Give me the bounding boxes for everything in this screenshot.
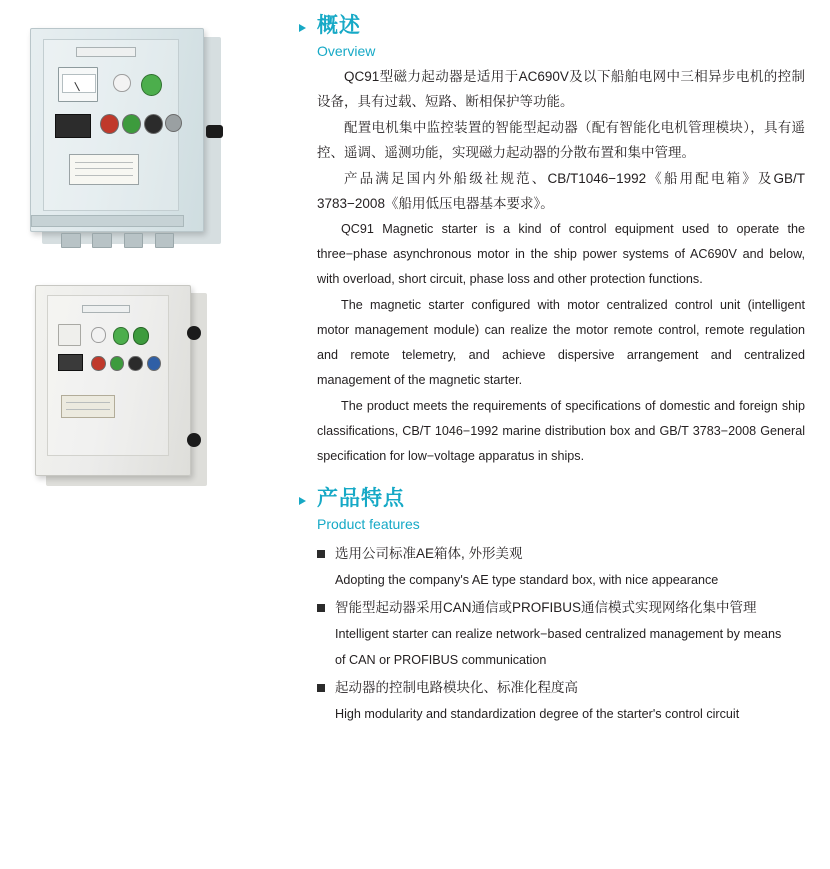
feature-list bbox=[295, 541, 815, 727]
square-bullet-icon bbox=[317, 550, 325, 558]
feature-label-cn: 起动器的控制电路模块化、标准化程度高 bbox=[335, 680, 578, 695]
section-features-title-cn: 产品特点 bbox=[317, 487, 405, 510]
door-lock-lower bbox=[187, 433, 201, 447]
feature-text-en: Intelligent starter can realize network−based centralized management by means of CAN or PROFIBUS communication bbox=[335, 627, 782, 667]
door-handle bbox=[206, 125, 224, 138]
section-overview-heading bbox=[295, 12, 815, 40]
section-features-heading bbox=[295, 485, 815, 513]
feature-text-cn bbox=[317, 541, 795, 567]
product-photo-upper bbox=[30, 28, 225, 248]
triangle-bullet-icon bbox=[299, 497, 306, 505]
square-bullet-icon bbox=[317, 604, 325, 612]
indicator-lamp-green-2 bbox=[113, 327, 129, 344]
feature-text-en: Adopting the company's AE type standard box, with nice appearance bbox=[335, 573, 719, 587]
control-module-2 bbox=[58, 354, 83, 371]
section-features-title-en: Product features bbox=[317, 516, 420, 532]
feature-item bbox=[317, 541, 795, 593]
overview-paragraph-cn: QC91型磁力起动器是适用于AC690V及以下船舶电网中三相异步电机的控制设备，具有过载、短路、断相保护等功能。 bbox=[317, 69, 805, 109]
control-module bbox=[55, 114, 91, 138]
section-overview bbox=[295, 12, 815, 469]
section-overview-title-en: Overview bbox=[317, 43, 376, 59]
indicator-lamp-green-3 bbox=[133, 327, 149, 344]
feature-label-cn: 选用公司标准AE箱体, 外形美观 bbox=[335, 546, 523, 561]
product-photo-lower bbox=[35, 285, 210, 490]
cable-gland-4 bbox=[155, 233, 175, 248]
ammeter bbox=[58, 67, 98, 101]
nameplate bbox=[69, 154, 140, 184]
cable-gland-2 bbox=[92, 233, 112, 248]
indicator-lamp-green-1 bbox=[141, 74, 162, 96]
feature-text-cn bbox=[317, 675, 795, 701]
cabinet-base bbox=[31, 215, 184, 227]
triangle-bullet-icon bbox=[299, 24, 306, 32]
feature-text-en: High modularity and standardization degree of the starter's control circuit bbox=[335, 707, 740, 721]
indicator-lamp-white-2 bbox=[91, 327, 105, 342]
top-label-strip bbox=[76, 47, 136, 57]
feature-item bbox=[317, 595, 795, 673]
ammeter-face bbox=[62, 74, 96, 93]
section-overview-title-cn: 概述 bbox=[317, 14, 361, 37]
display-module bbox=[58, 324, 82, 347]
cabinet-body-2 bbox=[35, 285, 191, 476]
pushbutton-blue-2 bbox=[147, 356, 161, 371]
cabinet-body bbox=[30, 28, 204, 232]
section-product-features bbox=[295, 485, 815, 727]
ammeter-needle bbox=[74, 82, 80, 91]
pushbutton-black-2 bbox=[128, 356, 142, 371]
pushbutton-grey bbox=[165, 114, 182, 132]
square-bullet-icon bbox=[317, 684, 325, 692]
feature-label-cn: 智能型起动器采用CAN通信或PROFIBUS通信模式实现网络化集中管理 bbox=[335, 600, 757, 615]
pushbutton-red-2 bbox=[91, 356, 105, 371]
cable-gland-1 bbox=[61, 233, 81, 248]
top-label-strip-2 bbox=[82, 305, 130, 314]
overview-paragraph-en: The product meets the requirements of specifications of domestic and foreign ship classifications, CB/T 1046−1992 marine distribution box and GB/T 3783−2008 General specification for low−voltage apparatus in ships. bbox=[317, 399, 805, 463]
indicator-lamp-white-1 bbox=[113, 74, 130, 92]
nameplate-2 bbox=[61, 395, 115, 418]
cable-gland-3 bbox=[124, 233, 144, 248]
pushbutton-green-2 bbox=[110, 356, 124, 371]
content-column bbox=[295, 0, 815, 729]
cabinet-door-2 bbox=[47, 295, 169, 455]
feature-text-cn bbox=[317, 595, 795, 621]
overview-paragraph-cn: 产品满足国内外船级社规范、CB/T1046−1992《船用配电箱》及GB/T 3783−2008《船用低压电器基本要求》。 bbox=[317, 171, 805, 211]
product-image-column bbox=[0, 0, 290, 869]
pushbutton-red bbox=[100, 114, 119, 134]
feature-item bbox=[317, 675, 795, 727]
overview-paragraph-cn: 配置电机集中监控装置的智能型起动器（配有智能化电机管理模块），具有遥控、遥调、遥测功能，实现磁力起动器的分散布置和集中管理。 bbox=[317, 120, 805, 160]
overview-body bbox=[295, 64, 815, 469]
overview-paragraph-en: QC91 Magnetic starter is a kind of control equipment used to operate the three−phase asynchronous motor in the ship power systems of AC690V and below, with overload, short circuit, phase loss and other protection functions. bbox=[317, 222, 805, 286]
overview-paragraph-en: The magnetic starter configured with motor centralized control unit (intelligent motor management module) can realize the motor remote control, remote regulation and remote telemetry, and achieve dispersive arrangement and centralized management of the magnetic starter. bbox=[317, 298, 805, 387]
